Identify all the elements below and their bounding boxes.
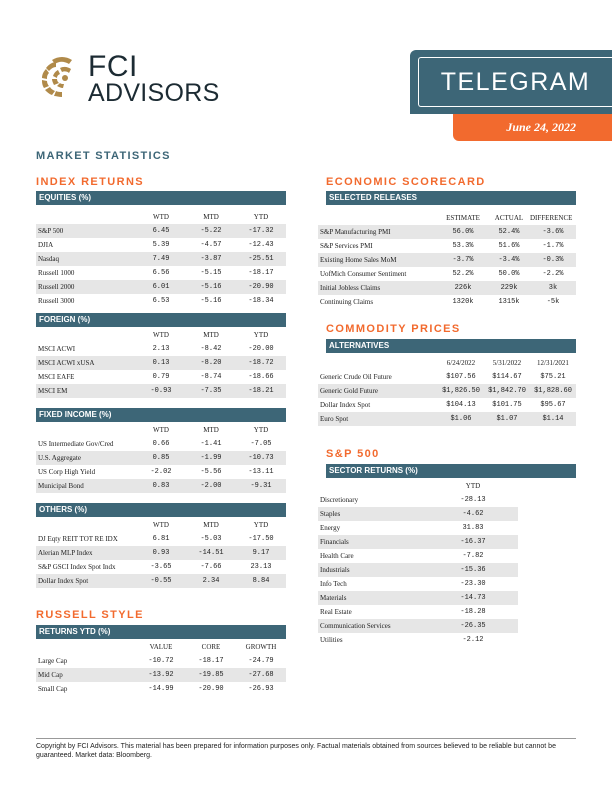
russell-style-title: RUSSELL STYLE [36,609,144,621]
cell-value: -18.28 [460,608,486,616]
row-label: DJ Eqty REIT TOT RE IDX [38,535,118,543]
cell-value: -9.31 [236,479,286,493]
cell-value: $1,842.70 [484,384,530,398]
publication-date: June 24, 2022 [506,120,576,134]
cell-value: 8.84 [236,574,286,588]
cell-value: -1.41 [200,440,222,448]
table-row [36,532,286,546]
cell-value: -18.21 [236,384,286,398]
foreign-band: FOREIGN (%) [36,313,286,327]
fixed-income-table [36,423,286,493]
cell-value: -7.82 [462,552,484,560]
economic-scorecard-table [318,211,576,309]
commodity-prices-title: COMMODITY PRICES [326,323,461,335]
table-row [318,591,518,605]
table-row [36,294,286,308]
col-header: MTD [203,330,219,339]
cell-value: $114.67 [492,373,522,381]
cell-value: -18.66 [248,373,274,381]
cell-value: -26.35 [428,619,518,633]
table-row [318,633,518,647]
col-header: GROWTH [245,642,277,651]
table-row [318,493,518,507]
cell-value: $1.06 [438,412,484,426]
table-row [36,266,286,280]
row-label: Existing Home Sales MoM [318,253,438,267]
col-header: DIFFERENCE [530,213,573,222]
table-row [318,384,576,398]
cell-value: 6.56 [152,269,170,277]
row-label: Dollar Index Spot [36,574,136,588]
col-header: 5/31/2022 [492,358,522,367]
cell-value: 0.83 [136,479,186,493]
cell-value: -23.30 [460,580,486,588]
cell-value: 50.0% [498,270,520,278]
date-banner [453,114,612,141]
cell-value: -16.37 [428,535,518,549]
logo-line-1: FCI [88,50,138,83]
cell-value: -5.16 [200,297,222,305]
row-label: Mid Cap [36,668,136,682]
logo-line-2: ADVISORS [88,79,220,107]
cell-value: 229k [488,281,530,295]
table-row [36,384,286,398]
row-label: MSCI EM [36,384,136,398]
cell-value: -1.99 [186,451,236,465]
row-label: Communication Services [318,619,428,633]
cell-value: -5.03 [200,535,222,543]
row-label: MSCI ACWI [38,345,76,353]
cell-value: -3.4% [488,253,530,267]
cell-value: $101.75 [492,401,522,409]
cell-value: -4.62 [428,507,518,521]
cell-value: $107.56 [446,373,476,381]
cell-value: -20.90 [198,685,224,693]
row-label: Real Estate [320,608,352,616]
cell-value: -2.12 [462,636,484,644]
table-row [36,668,286,682]
row-label: S&P 500 [36,224,136,238]
cell-value: 52.4% [488,225,530,239]
cell-value: 226k [438,281,488,295]
row-label: MSCI EAFE [38,373,75,381]
table-row [36,654,286,668]
footer-divider [36,738,576,739]
cell-value: -3.6% [530,225,576,239]
cell-value: 56.0% [438,225,488,239]
cell-value: -15.36 [428,563,518,577]
cell-value: 31.83 [462,524,484,532]
table-row [318,253,576,267]
cell-value: -1.7% [542,242,564,250]
cell-value: $104.13 [446,401,476,409]
table-row [318,239,576,253]
col-header: MTD [203,425,219,434]
cell-value: 1320k [452,298,474,306]
fci-advisors-logo [36,52,226,112]
row-label: Large Cap [38,657,68,665]
row-label: Info Tech [320,580,347,588]
commodity-prices-table [318,356,576,426]
row-label: Generic Gold Future [318,384,438,398]
table-row [36,356,286,370]
table-row [318,295,576,309]
table-row [318,521,518,535]
table-row [318,281,576,295]
table-row [318,577,518,591]
equities-band: EQUITIES (%) [36,191,286,205]
cell-value: -2.2% [542,270,564,278]
table-row [318,412,576,426]
table-row [318,267,576,281]
cell-value: -18.34 [248,297,274,305]
cell-value: -5.15 [200,269,222,277]
cell-value: 3k [530,281,576,295]
row-label: Russell 2000 [36,280,136,294]
cell-value: 5.39 [152,241,170,249]
cell-value: -7.05 [250,440,272,448]
market-statistics-title: MARKET STATISTICS [36,150,171,162]
row-label: Alerian MLP Index [36,546,136,560]
table-row [318,507,518,521]
cell-value: -14.51 [186,546,236,560]
col-header: YTD [465,481,481,490]
cell-value: -20.00 [248,345,274,353]
fixed-income-band: FIXED INCOME (%) [36,408,286,422]
alternatives-band: ALTERNATIVES [326,339,576,353]
cell-value: -8.42 [200,345,222,353]
cell-value: -2.00 [186,479,236,493]
table-row [36,238,286,252]
row-label: Dollar Index Spot [320,401,371,409]
col-header: MTD [203,520,219,529]
cell-value: -14.73 [428,591,518,605]
cell-value: -0.55 [136,574,186,588]
table-row [36,560,286,574]
cell-value: -18.17 [248,269,274,277]
cell-value: -8.74 [200,373,222,381]
row-label: US Corp High Yield [38,468,96,476]
cell-value: 1315k [498,298,520,306]
col-header: WTD [153,520,169,529]
table-row [36,224,286,238]
cell-value: 2.13 [152,345,170,353]
table-row [36,574,286,588]
table-row [36,252,286,266]
row-label: Municipal Bond [36,479,136,493]
index-returns-title: INDEX RETURNS [36,176,145,188]
cell-value: $75.21 [540,373,566,381]
col-header: WTD [153,212,169,221]
cell-value: -19.85 [186,668,236,682]
row-label: US Intermediate Gov/Cred [38,440,114,448]
cell-value: -5.56 [200,468,222,476]
table-row [318,370,576,384]
row-label: Small Cap [38,685,68,693]
table-row [36,479,286,493]
cell-value: 52.2% [452,270,474,278]
cell-value: 7.49 [136,252,186,266]
col-header: WTD [153,425,169,434]
cell-value: -17.32 [236,224,286,238]
row-label: Nasdaq [36,252,136,266]
table-row [36,437,286,451]
economic-scorecard-title: ECONOMIC SCORECARD [326,176,486,188]
row-label: Staples [318,507,428,521]
row-label: Financials [318,535,428,549]
table-row [36,682,286,696]
sp500-title: S&P 500 [326,448,380,460]
row-label: UofMich Consumer Sentiment [320,270,407,278]
cell-value: $95.67 [540,401,566,409]
table-row [318,398,576,412]
row-label: S&P Manufacturing PMI [318,225,438,239]
row-label: Utilities [320,636,343,644]
row-label: DJIA [38,241,54,249]
table-row [318,605,518,619]
cell-value: 51.6% [498,242,520,250]
cell-value: 53.3% [452,242,474,250]
cell-value: -8.20 [186,356,236,370]
cell-value: -5.22 [186,224,236,238]
cell-value: -13.92 [136,668,186,682]
col-header: YTD [253,330,269,339]
cell-value: -3.87 [186,252,236,266]
cell-value: 0.79 [152,373,170,381]
row-label: S&P Services PMI [320,242,373,250]
col-header: YTD [253,212,269,221]
telegram-banner [410,50,612,114]
others-table [36,518,286,588]
table-row [36,342,286,356]
cell-value: -17.50 [248,535,274,543]
col-header: YTD [253,425,269,434]
row-label: U.S. Aggregate [36,451,136,465]
cell-value: -24.79 [248,657,274,665]
cell-value: 0.13 [136,356,186,370]
cell-value: 6.01 [136,280,186,294]
table-row [318,619,518,633]
cell-value: -3.7% [438,253,488,267]
table-row [36,370,286,384]
row-label: Russell 3000 [38,297,75,305]
foreign-table [36,328,286,398]
russell-style-table [36,640,286,696]
cell-value: -12.43 [248,241,274,249]
cell-value: -10.72 [148,657,174,665]
col-header: MTD [203,212,219,221]
cell-value: -10.73 [236,451,286,465]
row-label: Continuing Claims [320,298,374,306]
row-label: Generic Crude Oil Future [320,373,392,381]
row-label: Health Care [320,552,354,560]
col-header: ESTIMATE [446,213,480,222]
cell-value: -18.17 [198,657,224,665]
cell-value: 6.81 [152,535,170,543]
col-header: 12/31/2021 [537,358,569,367]
cell-value: 0.66 [152,440,170,448]
cell-value: -26.93 [248,685,274,693]
others-band: OTHERS (%) [36,503,286,517]
returns-ytd-band: RETURNS YTD (%) [36,625,286,639]
cell-value: -2.02 [150,468,172,476]
cell-value: -3.65 [150,563,172,571]
cell-value: -20.90 [236,280,286,294]
col-header: WTD [153,330,169,339]
cell-value: 0.85 [136,451,186,465]
col-header: ACTUAL [494,213,524,222]
cell-value: -0.3% [530,253,576,267]
row-label: Initial Jobless Claims [318,281,438,295]
sector-returns-band: SECTOR RETURNS (%) [326,464,576,478]
cell-value: -4.57 [200,241,222,249]
cell-value: -27.68 [236,668,286,682]
cell-value: 23.13 [250,563,272,571]
table-row [318,549,518,563]
row-label: Euro Spot [318,412,438,426]
col-header: CORE [201,642,221,651]
sector-returns-table [318,479,518,647]
cell-value: 2.34 [186,574,236,588]
cell-value: -7.66 [200,563,222,571]
table-row [36,451,286,465]
cell-value: $1.07 [484,412,530,426]
table-row [36,465,286,479]
fci-logo-mark-icon [36,54,82,100]
row-label: Energy [320,524,341,532]
cell-value: -7.35 [186,384,236,398]
cell-value: -5.16 [186,280,236,294]
cell-value: 6.45 [136,224,186,238]
cell-value: $1,826.50 [438,384,484,398]
cell-value: -25.51 [236,252,286,266]
row-label: Materials [318,591,428,605]
cell-value: $1,828.60 [530,384,576,398]
telegram-title: TELEGRAM [440,67,591,96]
col-header: VALUE [149,642,173,651]
row-label: Discretionary [320,496,359,504]
cell-value: -13.11 [248,468,274,476]
cell-value: 9.17 [236,546,286,560]
cell-value: $1.14 [530,412,576,426]
col-header: YTD [253,520,269,529]
cell-value: -5k [546,298,560,306]
row-label: Industrials [318,563,428,577]
cell-value: -28.13 [460,496,486,504]
cell-value: 0.93 [136,546,186,560]
cell-value: -0.93 [136,384,186,398]
selected-releases-band: SELECTED RELEASES [326,191,576,205]
equities-table [36,210,286,308]
table-row [318,225,576,239]
table-row [318,535,518,549]
cell-value: -18.72 [236,356,286,370]
cell-value: -14.99 [148,685,174,693]
col-header: 6/24/2022 [446,358,476,367]
table-row [36,280,286,294]
table-row [318,563,518,577]
cell-value: 6.53 [152,297,170,305]
row-label: S&P GSCI Index Spot Indx [38,563,116,571]
footer-disclaimer: Copyright by FCI Advisors. This material has been prepared for information purposes only. Factual materials obtained from sources believed to be reliable but cannot be guaranteed. Market data: Bloomberg. [36,743,556,759]
row-label: MSCI ACWI xUSA [36,356,136,370]
table-row [36,546,286,560]
telegram-frame [418,57,612,107]
row-label: Russell 1000 [38,269,75,277]
